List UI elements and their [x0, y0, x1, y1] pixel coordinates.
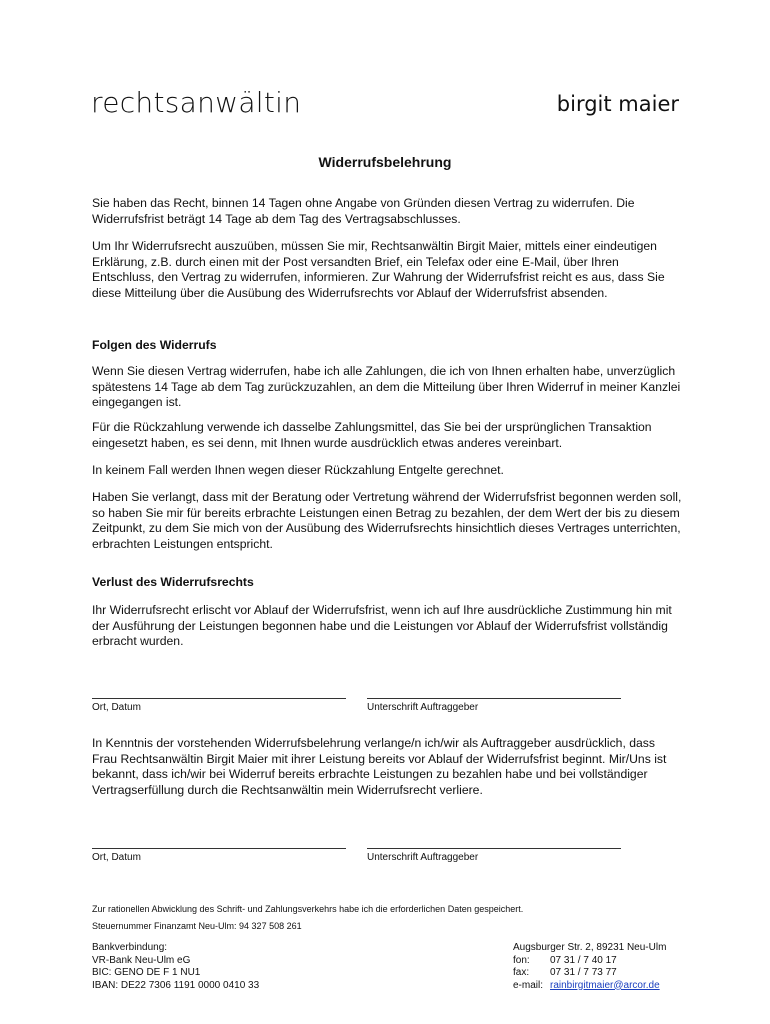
folgen-paragraph-1: Wenn Sie diesen Vertrag widerrufen, habe ich alle Zahlungen, die ich von Ihnen erhalten habe, unverzüglich spätestens 14 Tage ab dem Tag zurückzuzahlen, an dem die Mitteilung über Ihren Widerruf in meiner Kanzlei eingegangen ist.	[92, 364, 681, 410]
signature-line-client-2	[367, 848, 621, 849]
tax-number: Steuernummer Finanzamt Neu-Ulm: 94 327 508 261	[92, 921, 302, 931]
document-title: Widerrufsbelehrung	[318, 154, 452, 170]
signature-line-place-date-2	[92, 848, 346, 849]
phone-number: 07 31 / 7 40 17	[550, 954, 617, 966]
label-client-signature-1: Unterschrift Auftraggeber	[367, 702, 479, 713]
heading-folgen: Folgen des Widerrufs	[92, 338, 217, 352]
bank-name: VR-Bank Neu-Ulm eG	[92, 954, 191, 966]
signature-line-place-date-1	[92, 698, 346, 699]
heading-verlust: Verlust des Widerrufsrechts	[92, 575, 254, 589]
phone-label: fon:	[513, 954, 530, 966]
header-profession: rechtsanwältin	[91, 86, 302, 119]
fax-number: 07 31 / 7 73 77	[550, 967, 617, 978]
email-label: e-mail:	[513, 979, 544, 991]
kenntnis-paragraph: In Kenntnis der vorstehenden Widerrufsbelehrung verlange/n ich/wir als Auftraggeber ausdrücklich, dass Frau Rechtsanwältin Birgit Maier mit ihrer Leistung bereits vor Ablauf der Widerrufsfrist beginnt. Mir/Uns ist bekannt, dass ich/wir bei Widerruf bereits erbrachte Leistungen zu bezahlen habe und bei vollständiger Vertragserfüllung durch die Rechtsanwältin mein Widerrufsrecht verliere.	[92, 736, 667, 797]
address-street: Augsburger Str. 2, 89231 Neu-Ulm	[513, 942, 667, 953]
verlust-paragraph: Ihr Widerrufsrecht erlischt vor Ablauf der Widerrufsfrist, wenn ich auf Ihre ausdrückliche Zustimmung hin mit der Ausführung der Leistungen begonnen habe und die Leistungen vor Ablauf der Widerrufsfrist vollständig erbracht wurden.	[92, 603, 672, 649]
intro-paragraph-1: Sie haben das Recht, binnen 14 Tagen ohne Angabe von Gründen diesen Vertrag zu widerrufen. Die Widerrufsfrist beträgt 14 Tage ab dem Tag des Vertragsabschlusses.	[92, 196, 635, 226]
label-place-date-1: Ort, Datum	[92, 702, 141, 713]
folgen-paragraph-4: Haben Sie verlangt, dass mit der Beratung oder Vertretung während der Widerrufsfrist begonnen werden soll, so haben Sie mir für bereits erbrachte Leistungen einen Betrag zu bezahlen, der dem Wert der bis zu diesem Zeitpunkt, zu dem Sie mich von der Ausübung des Widerrufsrechts hinsichtlich dieses Vertrages unterrichten, erbrachten Leistungen entspricht.	[92, 490, 682, 551]
folgen-paragraph-3: In keinem Fall werden Ihnen wegen dieser Rückzahlung Entgelte gerechnet.	[92, 463, 504, 477]
header-name: birgit maier	[556, 92, 679, 116]
intro-paragraph-2: Um Ihr Widerrufsrecht auszuüben, müssen Sie mir, Rechtsanwältin Birgit Maier, mittels einer eindeutigen Erklärung, z.B. durch einen mit der Post versandten Brief, ein Telefax oder eine E-Mail, über Ihren Entschluss, den Vertrag zu widerrufen, informieren. Zur Wahrung der Widerrufsfrist reicht es aus, dass Sie diese Mitteilung über die Ausübung des Widerrufsrechts vor Ablauf der Widerrufsfrist absenden.	[92, 239, 665, 300]
data-storage-note: Zur rationellen Abwicklung des Schrift- und Zahlungsverkehrs habe ich die erforderlichen Daten gespeichert.	[92, 904, 524, 914]
email-row	[513, 980, 666, 993]
fax-label: fax:	[513, 967, 530, 978]
bank-bic: BIC: GENO DE F 1 NU1	[92, 967, 201, 978]
label-place-date-2: Ort, Datum	[92, 852, 141, 863]
bank-details	[92, 942, 259, 992]
contact-details	[513, 942, 666, 992]
fax-row	[513, 967, 666, 980]
label-client-signature-2: Unterschrift Auftraggeber	[367, 852, 479, 863]
bank-title: Bankverbindung:	[92, 942, 168, 953]
email-link[interactable]: rainbirgitmaier@arcor.de	[550, 979, 660, 991]
bank-iban: IBAN: DE22 7306 1191 0000 0410 33	[92, 979, 260, 991]
phone-row	[513, 955, 666, 968]
folgen-paragraph-2: Für die Rückzahlung verwende ich dasselbe Zahlungsmittel, das Sie bei der ursprünglichen Transaktion eingesetzt haben, es sei denn, mit Ihnen wurde ausdrücklich etwas anderes vereinbart.	[92, 420, 652, 450]
signature-line-client-1	[367, 698, 621, 699]
